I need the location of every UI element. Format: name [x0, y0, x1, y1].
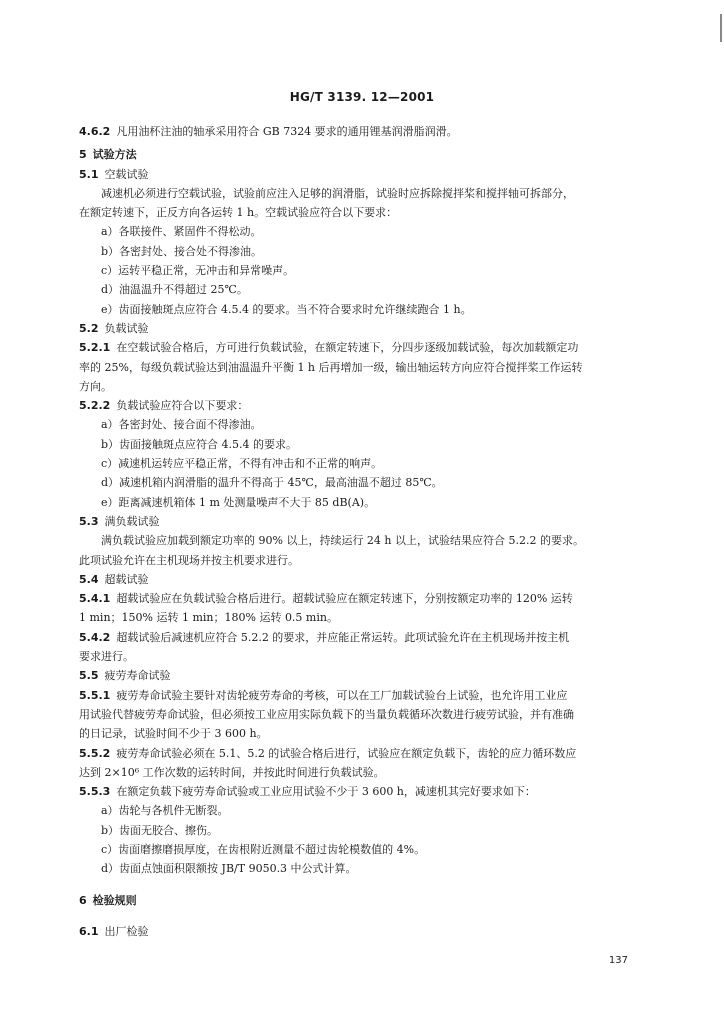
clause-line: [79, 122, 679, 141]
line-text: 负载试验: [104, 321, 149, 335]
section-heading: [79, 891, 679, 910]
clause-number: 4.6.2: [79, 125, 111, 138]
subsection-heading: [79, 319, 679, 338]
line-text: 疲劳寿命试验: [104, 669, 171, 683]
paragraph-continuation: [79, 647, 679, 666]
clause-number: 5.1: [79, 167, 99, 181]
page-number: 137: [608, 955, 628, 966]
paragraph-continuation: [79, 608, 679, 627]
clause-number: 5.2: [79, 321, 99, 335]
clause-line: [79, 782, 679, 801]
line-text: 试验方法: [92, 148, 137, 162]
line-text: 方向。: [79, 379, 112, 393]
line-text: b）齿面无胶合、擦伤。: [101, 823, 219, 837]
list-item: [79, 859, 679, 878]
clause-line: [79, 396, 679, 415]
line-text: 率的 25%，每级负载试验达到油温温升平衡 1 h 后再增加一级，输出轴运转方向应符合搅拌桨工作运转: [79, 360, 583, 374]
clause-number: 5: [79, 148, 87, 162]
subsection-heading: [79, 165, 679, 184]
line-text: a）各密封处、接合面不得渗油。: [101, 418, 262, 432]
section-heading: [79, 145, 679, 164]
clause-line: [79, 589, 679, 608]
clause-line: [79, 744, 679, 763]
paragraph-continuation: [79, 724, 679, 743]
line-text: b）各密封处、接合处不得渗油。: [101, 244, 263, 258]
line-text: d）油温温升不得超过 25℃。: [101, 283, 248, 297]
standard-code-header: HG/T 3139. 12—2001: [289, 90, 435, 104]
line-text: 减速机必须进行空载试验，试验前应注入足够的润滑脂，试验时应拆除搅拌桨和搅拌轴可拆部分，: [101, 186, 574, 200]
line-text: 检验规则: [92, 893, 137, 907]
paragraph-line: [79, 531, 679, 550]
line-text: 达到 2×10⁶ 工作次数的运转时间，并按此时间进行负载试验。: [79, 765, 385, 779]
list-item: [79, 801, 679, 820]
paragraph-continuation: [79, 203, 679, 222]
line-text: a）各联接件、紧固件不得松动。: [101, 225, 262, 239]
list-item: [79, 493, 679, 512]
list-item: [79, 415, 679, 434]
line-text: 出厂检验: [104, 924, 149, 938]
paragraph-continuation: [79, 705, 679, 724]
subsection-heading: [79, 666, 679, 685]
line-text: 要求进行。: [79, 650, 134, 664]
list-item: [79, 242, 679, 261]
clause-line: [79, 628, 679, 647]
line-text: 用试验代替疲劳寿命试验，但必须按工业应用实际负载下的当量负载循环次数进行疲劳试验，并有准确: [79, 707, 574, 721]
list-item: [79, 454, 679, 473]
line-text: d）齿面点蚀面积限额按 JB/T 9050.3 中公式计算。: [101, 862, 357, 876]
line-text: 超载试验后减速机应符合 5.2.2 的要求，并应能正常运转。此项试验允许在主机现场并按主机: [116, 630, 570, 644]
subsection-heading: [79, 570, 679, 589]
line-text: 超载试验应在负载试验合格后进行。超载试验应在额定转速下，分别按额定功率的 120% 运转: [116, 592, 573, 606]
clause-number: 5.4.1: [79, 592, 111, 606]
list-item: [79, 222, 679, 241]
line-text: e）距离减速机箱体 1 m 处测量噪声不大于 85 dB(A)。: [101, 495, 376, 509]
list-item: [79, 300, 679, 319]
clause-number: 5.2.2: [79, 399, 111, 413]
clause-line: [79, 686, 679, 705]
paragraph-continuation: [79, 551, 679, 570]
line-text: a）齿轮与各机件无断裂。: [101, 804, 229, 818]
clause-line: [79, 338, 679, 357]
list-item: [79, 435, 679, 454]
list-item: [79, 821, 679, 840]
list-item: [79, 280, 679, 299]
line-text: 的日记录，试验时间不少于 3 600 h。: [79, 727, 268, 741]
line-text: 满负载试验: [104, 514, 160, 528]
list-item: [79, 840, 679, 859]
line-text: e）齿面接触斑点应符合 4.5.4 的要求。当不符合要求时允许继续跑合 1 h。: [101, 302, 472, 316]
paragraph-continuation: [79, 763, 679, 782]
line-text: 1 min；150% 运转 1 min；180% 运转 0.5 min。: [79, 611, 338, 625]
clause-number: 5.5.1: [79, 688, 111, 702]
line-text: c）运转平稳正常，无冲击和异常噪声。: [101, 264, 295, 278]
line-text: 疲劳寿命试验必须在 5.1、5.2 的试验合格后进行，试验应在额定负载下，齿轮的应力循环数应: [116, 746, 577, 760]
line-text: 在额定负载下疲劳寿命试验或工业应用试验不少于 3 600 h，减速机其完好要求如下：: [116, 785, 536, 799]
line-text: 疲劳寿命试验主要针对齿轮疲劳寿命的考核，可以在工厂加载试验台上试验，也允许用工业应: [116, 688, 568, 702]
clause-number: 5.4: [79, 572, 99, 586]
scan-edge-mark: [720, 14, 722, 42]
document-body: [79, 122, 679, 941]
clause-number: 5.5: [79, 669, 99, 683]
line-text: d）减速机箱内润滑脂的温升不得高于 45℃，最高油温不超过 85℃。: [101, 476, 443, 490]
paragraph-line: [79, 184, 679, 203]
clause-number: 5.2.1: [79, 341, 111, 355]
paragraph-continuation: [79, 358, 679, 377]
subsection-heading: [79, 922, 679, 941]
line-text: 空载试验: [104, 167, 149, 181]
clause-number: 6: [79, 893, 87, 907]
subsection-heading: [79, 512, 679, 531]
line-text: 在空载试验合格后，方可进行负载试验，在额定转速下，分四步逐级加载试验，每次加载额定功: [116, 341, 579, 355]
line-text: 超载试验: [104, 572, 149, 586]
line-text: 凡用油杯注油的轴承采用符合 GB 7324 要求的通用锂基润滑脂润滑。: [116, 125, 458, 138]
list-item: [79, 473, 679, 492]
clause-number: 5.4.2: [79, 630, 111, 644]
line-text: 满负载试验应加载到额定功率的 90% 以上，持续运行 24 h 以上，试验结果应符合 5.2.2 的要求。: [101, 534, 584, 548]
clause-number: 5.5.2: [79, 746, 111, 760]
line-text: 此项试验允许在主机现场并按主机要求进行。: [79, 553, 299, 567]
line-text: 在额定转速下，正反方向各运转 1 h。空载试验应符合以下要求：: [79, 206, 398, 220]
line-text: b）齿面接触斑点应符合 4.5.4 的要求。: [101, 437, 298, 451]
clause-number: 5.3: [79, 514, 99, 528]
list-item: [79, 261, 679, 280]
line-text: 负载试验应符合以下要求：: [116, 399, 249, 413]
paragraph-continuation: [79, 377, 679, 396]
clause-number: 6.1: [79, 924, 99, 938]
line-text: c）减速机运转应平稳正常，不得有冲击和不正常的响声。: [101, 457, 383, 471]
line-text: c）齿面磨擦磨损厚度，在齿根附近测量不超过齿轮模数值的 4%。: [101, 842, 426, 856]
clause-number: 5.5.3: [79, 785, 111, 799]
